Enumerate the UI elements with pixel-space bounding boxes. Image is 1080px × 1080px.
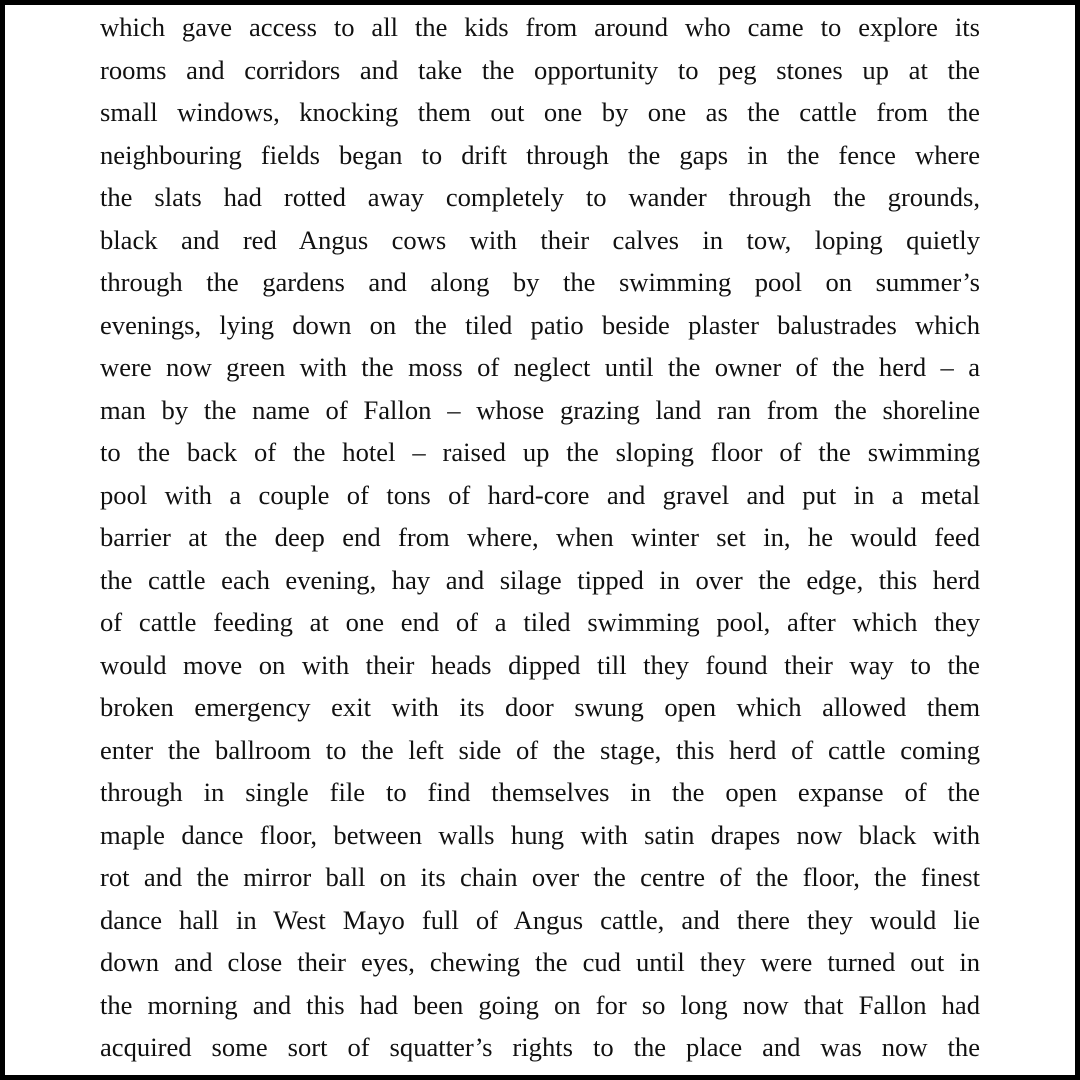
text-line-22: dance hall in West Mayo full of Angus cattle, and there they would lie: [100, 904, 980, 935]
text-line-13: barrier at the deep end from where, when winter set in, he would feed: [100, 522, 980, 552]
text-line-11: to the back of the hotel – raised up the sloping floor of the swimming: [100, 437, 980, 467]
text-line-8: evenings, lying down on the tiled patio beside plaster balustrades which: [100, 309, 980, 340]
text-line-23: down and close their eyes, chewing the cud until they were turned out in: [100, 947, 980, 977]
body-text: [100, 10, 980, 1069]
text-line-17: broken emergency exit with its door swung open which allowed them: [100, 692, 980, 722]
text-line-5: the slats had rotted away completely to wander through the grounds,: [100, 182, 980, 212]
text-line-19: through in single file to find themselves in the open expanse of the: [100, 777, 980, 807]
text-line-16: would move on with their heads dipped till they found their way to the: [100, 649, 980, 680]
text-line-14: the cattle each evening, hay and silage tipped in over the edge, this herd: [100, 564, 980, 595]
text-line-18: enter the ballroom to the left side of the stage, this herd of cattle coming: [100, 734, 980, 765]
text-line-12: pool with a couple of tons of hard-core and gravel and put in a metal: [100, 479, 980, 510]
text-line-10: man by the name of Fallon – whose grazing land ran from the shoreline: [100, 394, 980, 425]
text-line-4: neighbouring fields began to drift through the gaps in the fence where: [100, 139, 980, 170]
text-line-20: maple dance floor, between walls hung with satin drapes now black with: [100, 819, 980, 850]
text-line-1: which gave access to all the kids from around who came to explore its: [100, 12, 980, 42]
text-line-7: through the gardens and along by the swimming pool on summer’s: [100, 267, 980, 297]
page-area: [10, 10, 1070, 1070]
text-line-3: small windows, knocking them out one by one as the cattle from the: [100, 97, 980, 127]
text-line-2: rooms and corridors and take the opportunity to peg stones up at the: [100, 54, 980, 85]
text-line-21: rot and the mirror ball on its chain over the centre of the floor, the finest: [100, 862, 980, 892]
text-line-15: of cattle feeding at one end of a tiled swimming pool, after which they: [100, 607, 980, 637]
text-line-25: acquired some sort of squatter’s rights to the place and was now the: [100, 1032, 980, 1062]
text-line-6: black and red Angus cows with their calves in tow, loping quietly: [100, 224, 980, 255]
text-line-24: the morning and this had been going on for so long now that Fallon had: [100, 989, 980, 1020]
text-line-9: were now green with the moss of neglect until the owner of the herd – a: [100, 352, 980, 382]
